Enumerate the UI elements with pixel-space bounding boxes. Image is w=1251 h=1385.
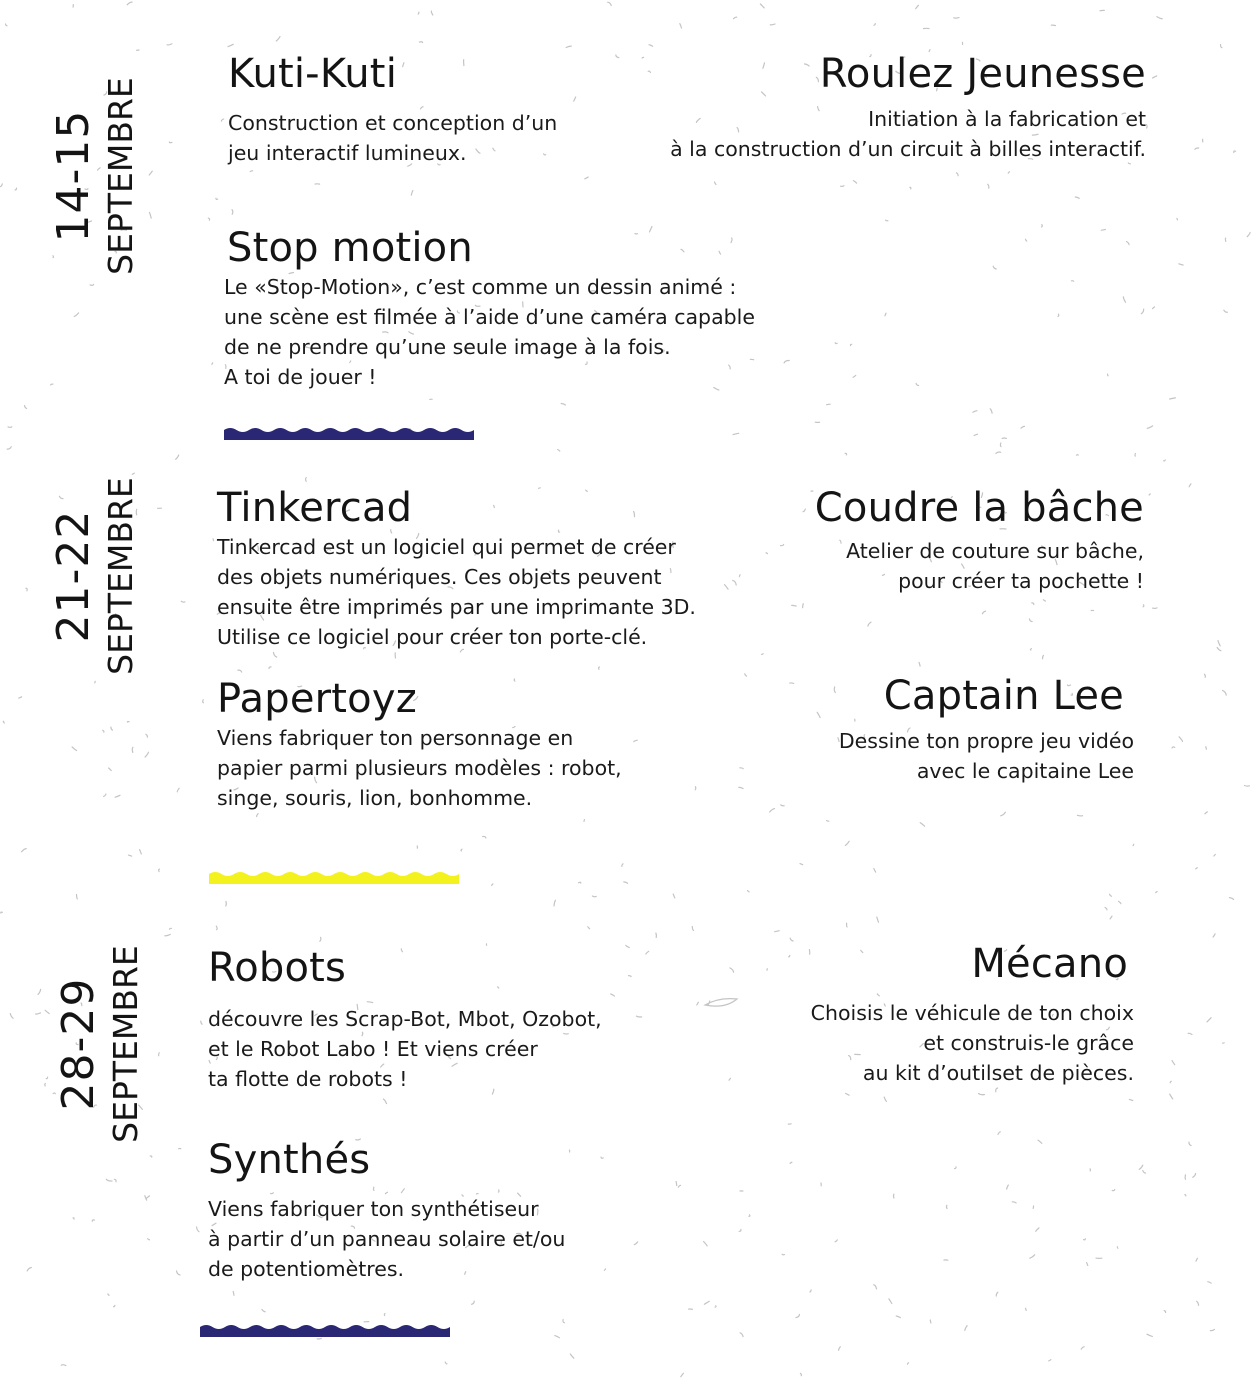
workshop-title: Synthés [208, 1137, 371, 1183]
workshop-title: Roulez Jeunesse [819, 51, 1146, 97]
workshop-description: Le «Stop-Motion», c’est comme un dessin animé : une scène est filmée à l’aide d’une caméra capable de ne prendre qu’une seule image à la fois. A toi de jouer ! [224, 275, 755, 389]
wave-divider-navy-bottom [200, 1323, 450, 1337]
date-month-1: SEPTEMBRE [101, 77, 140, 275]
workshop-synthes [208, 1138, 688, 1284]
workshop-description: Initiation à la fabrication et à la construction d’un circuit à billes interactif. [670, 107, 1146, 161]
wave-divider-navy [224, 426, 474, 440]
workshop-tinkercad [217, 486, 757, 652]
date-range-3: 28-29 [53, 977, 104, 1111]
workshop-title: Robots [208, 945, 347, 991]
workshop-title: Coudre la bâche [814, 485, 1144, 531]
workshop-description: découvre les Scrap-Bot, Mbot, Ozobot, et le Robot Labo ! Et viens créer ta flotte de robots ! [208, 1007, 602, 1091]
workshop-coudre-la-bache [780, 486, 1144, 596]
workshop-title: Captain Lee [883, 673, 1124, 719]
workshop-description: Dessine ton propre jeu vidéo avec le capitaine Lee [838, 729, 1134, 783]
workshop-description: Viens fabriquer ton personnage en papier parmi plusieurs modèles : robot, singe, souris, lion, bonhomme. [217, 726, 622, 810]
date-month-3: SEPTEMBRE [106, 945, 145, 1143]
workshop-description: Construction et conception d’un jeu interactif lumineux. [228, 111, 558, 165]
workshop-roulez-jeunesse [600, 52, 1146, 164]
workshop-description: Tinkercad est un logiciel qui permet de créer des objets numériques. Ces objets peuvent ensuite être imprimés par une imprimante 3D. Utilise ce logiciel pour créer ton porte-clé. [217, 535, 696, 649]
date-range-1: 14-15 [48, 109, 99, 243]
workshop-papertoyz [217, 677, 697, 813]
workshop-description: Atelier de couture sur bâche, pour créer ta pochette ! [846, 539, 1144, 593]
date-month-2: SEPTEMBRE [101, 477, 140, 675]
workshop-captain-lee [780, 674, 1134, 786]
workshop-kuti-kuti [228, 52, 648, 168]
workshop-stop-motion [224, 226, 804, 392]
workshop-robots [208, 946, 688, 1094]
wave-divider-yellow [209, 870, 459, 884]
workshop-title: Stop motion [227, 225, 473, 271]
workshop-mecano [760, 942, 1134, 1088]
workshop-title: Kuti-Kuti [228, 51, 398, 97]
workshop-title: Tinkercad [217, 485, 413, 531]
date-label-3 [53, 914, 153, 1174]
workshop-description: Viens fabriquer ton synthétiseur à partir d’un panneau solaire et/ou de potentiomètres. [208, 1197, 566, 1281]
workshop-title: Mécano [971, 941, 1128, 987]
date-range-2: 21-22 [48, 509, 99, 643]
workshop-description: Choisis le véhicule de ton choix et construis-le grâce au kit d’outilset de pièces. [810, 1001, 1134, 1085]
date-label-1 [48, 46, 148, 306]
workshop-title: Papertoyz [217, 676, 417, 722]
date-label-2 [48, 446, 148, 706]
